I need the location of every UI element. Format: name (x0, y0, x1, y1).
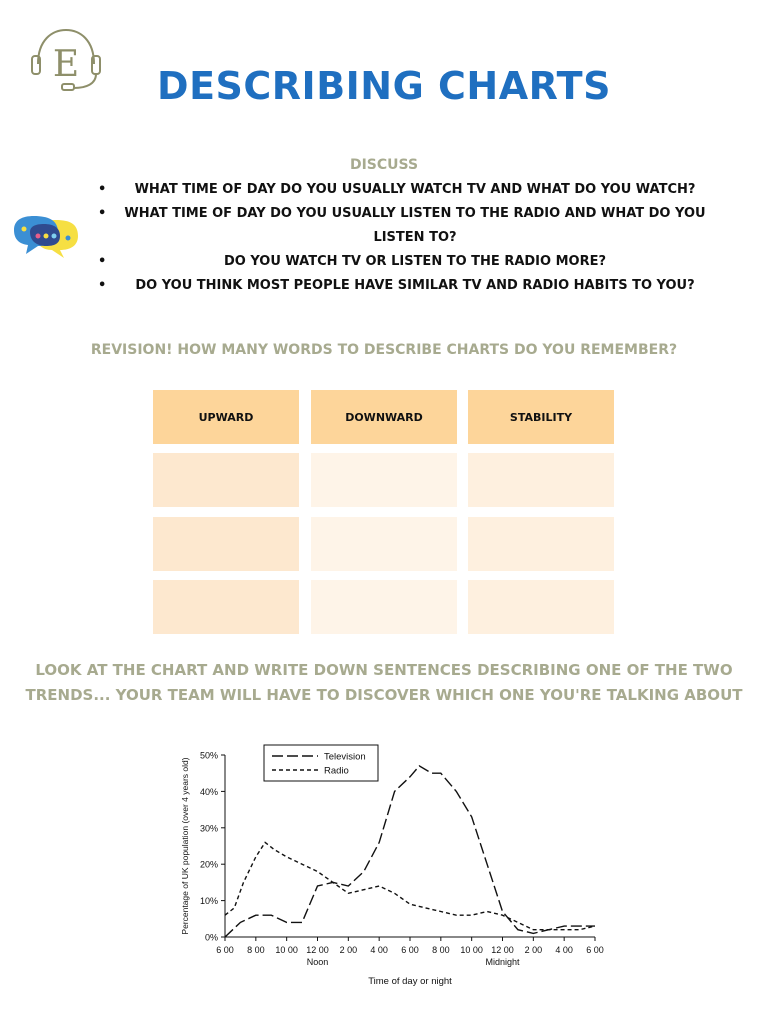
chart-legend (264, 745, 378, 781)
x-axis-title: Time of day or night (368, 976, 452, 987)
table-header-upward: UPWARD (153, 390, 299, 444)
table-cell-downward[interactable] (311, 517, 457, 571)
series-line-radio (225, 842, 595, 929)
question-item: • WHAT TIME OF DAY DO YOU USUALLY WATCH TV AND WHAT DO YOU WATCH? (90, 178, 730, 202)
x-tick-label: 10 00 (275, 945, 298, 955)
x-sublabel: Midnight (485, 957, 520, 967)
tv-radio-line-chart (170, 740, 620, 990)
table-cell-downward[interactable] (311, 580, 457, 634)
x-tick-label: 2 00 (339, 945, 358, 955)
discuss-label: DISCUSS (349, 157, 419, 173)
x-tick-label: 12 00 (306, 945, 329, 955)
x-tick-label: 8 00 (432, 945, 450, 955)
table-cell-upward[interactable] (153, 517, 299, 571)
table-cell-downward[interactable] (311, 453, 457, 507)
table-cell-upward[interactable] (153, 453, 299, 507)
table-cell-stability[interactable] (468, 453, 614, 507)
table-cell-stability[interactable] (468, 580, 614, 634)
y-tick-label: 30% (199, 823, 218, 834)
y-axis-title: Percentage of UK population (over 4 years old) (180, 757, 190, 935)
legend-label: Television (324, 751, 366, 763)
chart-labels (180, 751, 604, 988)
chart-instruction: LOOK AT THE CHART AND WRITE DOWN SENTENCES DESCRIBING ONE OF THE TWO TRENDS... YOUR TEAM WILL HAVE TO DISCOVER WHICH ONE YOU'RE TALKING ABOUT (25, 661, 743, 704)
x-tick-label: 8 00 (247, 945, 265, 955)
x-sublabel: Noon (306, 957, 329, 967)
logo-letter: E (52, 44, 80, 85)
table-header-stability: STABILITY (468, 390, 614, 444)
x-tick-label: 10 00 (460, 945, 483, 955)
y-tick-label: 40% (199, 786, 218, 797)
y-tick-label: 10% (199, 896, 218, 907)
x-tick-label: 6 00 (401, 945, 419, 955)
y-tick-label: 50% (199, 750, 218, 761)
chart-axes (221, 755, 595, 941)
page-title: DESCRIBING CHARTS (157, 64, 611, 108)
question-item: • DO YOU THINK MOST PEOPLE HAVE SIMILAR TV AND RADIO HABITS TO YOU? (90, 274, 730, 298)
question-item: • DO YOU WATCH TV OR LISTEN TO THE RADIO MORE? (90, 250, 730, 274)
y-tick-label: 0% (204, 932, 218, 943)
x-tick-label: 6 00 (216, 945, 234, 955)
x-tick-label: 12 00 (491, 945, 514, 955)
series-line-television (225, 766, 595, 937)
chart-series (225, 766, 595, 937)
x-tick-label: 6 00 (586, 945, 604, 955)
x-tick-label: 4 00 (555, 945, 573, 955)
legend-box (264, 745, 378, 781)
legend-label: Radio (324, 765, 349, 777)
table-cell-stability[interactable] (468, 517, 614, 571)
y-tick-label: 20% (199, 859, 218, 870)
x-tick-label: 4 00 (370, 945, 388, 955)
chat-bubbles-icon (12, 214, 80, 262)
table-cell-upward[interactable] (153, 580, 299, 634)
discussion-questions (90, 178, 730, 298)
revision-prompt: REVISION! HOW MANY WORDS TO DESCRIBE CHARTS DO YOU REMEMBER? (90, 342, 678, 358)
question-item: • WHAT TIME OF DAY DO YOU USUALLY LISTEN TO THE RADIO AND WHAT DO YOU LISTEN TO? (90, 202, 730, 250)
table-header-downward: DOWNWARD (311, 390, 457, 444)
x-tick-label: 2 00 (524, 945, 543, 955)
